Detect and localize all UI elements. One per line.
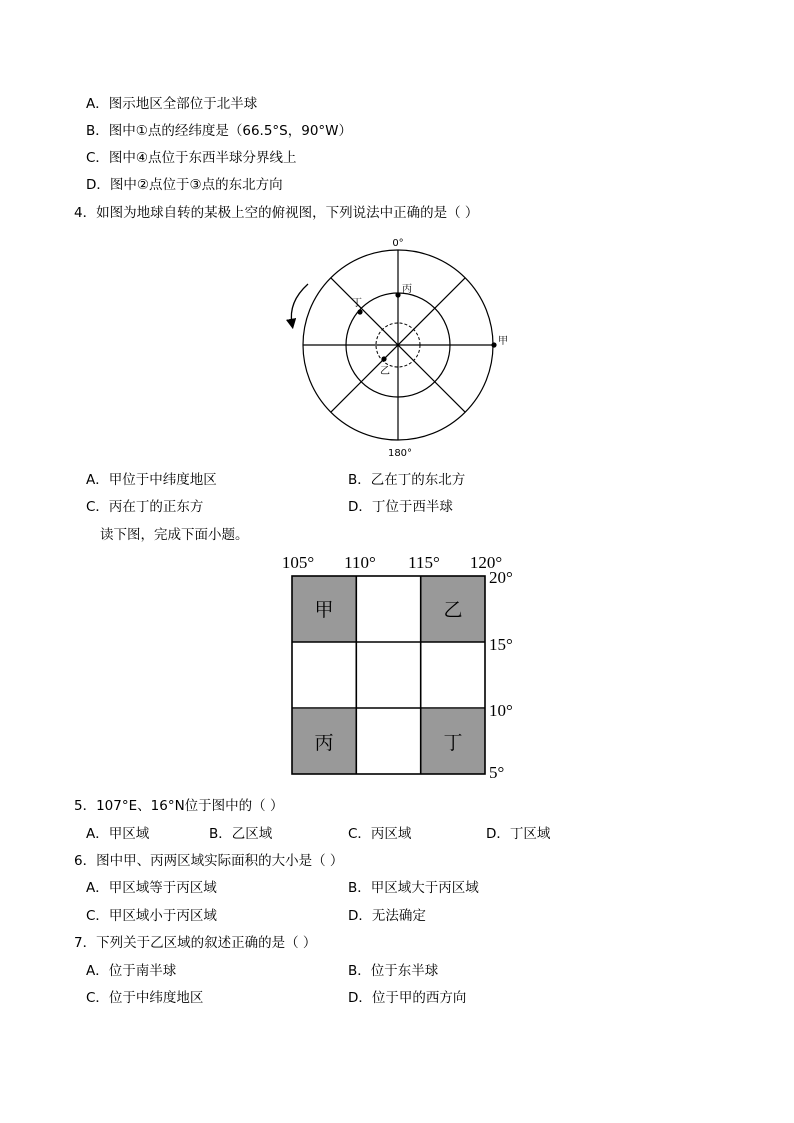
q4-option-d: D．丁位于西半球 xyxy=(348,499,453,515)
q7-option-c: C．位于中纬度地区 xyxy=(86,990,204,1006)
rotation-arrow-icon xyxy=(291,284,308,324)
lon-label-120: 120° xyxy=(469,553,503,572)
q6-option-b: B．甲区域大于丙区域 xyxy=(348,880,479,896)
lon-label-115: 115° xyxy=(408,553,440,572)
cell-label-yi: 乙 xyxy=(443,599,463,621)
lat-lon-grid-figure xyxy=(276,550,526,782)
q6-option-a: A．甲区域等于丙区域 xyxy=(86,880,217,896)
label-bing: 丙 xyxy=(402,284,412,295)
label-ding: 丁 xyxy=(352,298,362,309)
label-180-degree: 180° xyxy=(387,448,413,459)
q3-option-a: A．图示地区全部位于北半球 xyxy=(86,96,258,112)
cell-label-ding: 丁 xyxy=(443,732,463,754)
q5-option-c: C．丙区域 xyxy=(348,826,412,842)
q3-option-b: B．图中①点的经纬度是（66.5°S，90°W） xyxy=(86,123,353,139)
q7-option-a: A．位于南半球 xyxy=(86,963,177,979)
q4-option-c: C．丙在丁的正东方 xyxy=(86,499,204,515)
q3-option-c: C．图中④点位于东西半球分界线上 xyxy=(86,150,297,166)
polar-view-figure xyxy=(280,232,520,460)
lat-label-15: 15° xyxy=(489,635,513,654)
lat-label-5: 5° xyxy=(489,763,505,782)
q7-stem: 7．下列关于乙区域的叙述正确的是（ ） xyxy=(74,935,317,951)
point-jia xyxy=(491,342,496,347)
label-jia: 甲 xyxy=(498,336,508,347)
q5-stem: 5．107°E、16°N位于图中的（ ） xyxy=(74,798,284,814)
reading-intro: 读下图，完成下面小题。 xyxy=(100,527,249,543)
lat-label-10: 10° xyxy=(489,701,513,720)
q7-option-d: D．位于甲的西方向 xyxy=(348,990,467,1006)
label-yi: 乙 xyxy=(380,366,390,377)
q7-option-b: B．位于东半球 xyxy=(348,963,439,979)
q4-option-a: A．甲位于中纬度地区 xyxy=(86,472,217,488)
q5-option-b: B．乙区域 xyxy=(209,826,273,842)
cell-label-jia: 甲 xyxy=(314,599,334,621)
point-ding xyxy=(357,309,362,314)
q6-option-d: D．无法确定 xyxy=(348,908,426,924)
q4-stem: 4．如图为地球自转的某极上空的俯视图，下列说法中正确的是（ ） xyxy=(74,205,479,221)
q4-option-b: B．乙在丁的东北方 xyxy=(348,472,466,488)
lon-label-105: 105° xyxy=(281,553,315,572)
point-yi xyxy=(381,356,386,361)
q6-option-c: C．甲区域小于丙区域 xyxy=(86,908,217,924)
lon-label-110: 110° xyxy=(344,553,376,572)
lat-label-20: 20° xyxy=(489,568,513,587)
q5-option-d: D．丁区域 xyxy=(486,826,551,842)
q6-stem: 6．图中甲、丙两区域实际面积的大小是（ ） xyxy=(74,853,344,869)
point-bing xyxy=(395,292,400,297)
q3-option-d: D．图中②点位于③点的东北方向 xyxy=(86,177,283,193)
q5-option-a: A．甲区域 xyxy=(86,826,150,842)
cell-label-bing: 丙 xyxy=(314,732,334,754)
label-0-degree: 0° xyxy=(392,238,404,249)
